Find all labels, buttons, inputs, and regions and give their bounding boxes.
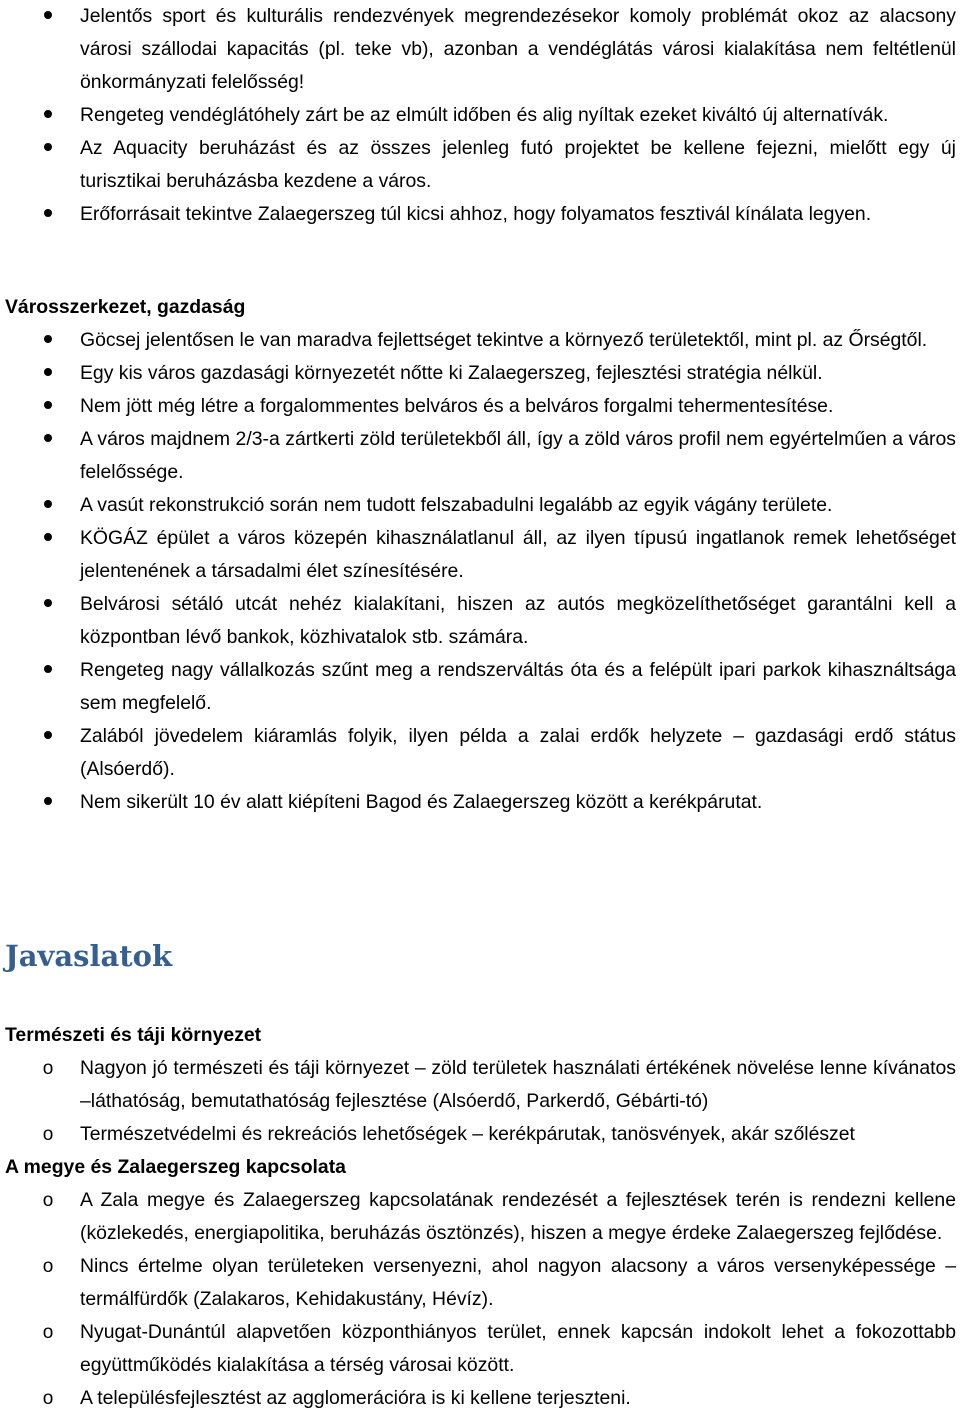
list-item — [0, 390, 960, 423]
list-item — [0, 786, 960, 819]
list-item — [0, 0, 960, 99]
bullet-disc-icon — [36, 588, 60, 621]
bullet-disc-icon — [36, 786, 60, 819]
bullet-disc-icon — [36, 654, 60, 687]
list-item-text: Nem jött még létre a forgalommentes belváros és a belváros forgalmi tehermentesítése. — [80, 395, 834, 417]
bullet-disc-icon — [36, 132, 60, 165]
list-item — [0, 324, 960, 357]
list-item — [0, 1250, 960, 1316]
list-item — [0, 423, 960, 489]
list-item-text: Erőforrásait tekintve Zalaegerszeg túl kicsi ahhoz, hogy folyamatos fesztivál kínálata legyen. — [80, 203, 872, 225]
list-item-text: A Zala megye és Zalaegerszeg kapcsolatának rendezését a fejlesztések terén is rendezni kellene (közlekedés, energiapolitika, beruházás ösztönzés), hiszen a megye érdeke Zalaegerszeg fejlődése. — [80, 1189, 956, 1244]
bullet-circle-icon: o — [42, 1124, 54, 1145]
list-item-text: Jelentős sport és kulturális rendezvények megrendezésekor komoly problémát okoz az alacsony városi szállodai kapacitás (pl. teke vb), azonban a vendéglátás városi kialakítása nem feltétlenül önkormányzati felelősség! — [80, 5, 956, 93]
list-item-text: Nagyon jó természeti és táji környezet – zöld területek használati értékének növelése lenne kívánatos –láthatóság, bemutathatóság fejlesztése (Alsóerdő, Parkerdő, Gébárti-tó) — [80, 1057, 956, 1112]
county-subheading: A megye és Zalaegerszeg kapcsolata — [5, 1156, 346, 1178]
bullet-disc-icon — [36, 324, 60, 357]
list-item — [0, 1052, 960, 1118]
list-item-text: A településfejlesztést az agglomerációra is ki kellene terjeszteni. — [80, 1387, 631, 1409]
list-item — [0, 198, 960, 231]
bullet-disc-icon — [36, 198, 60, 231]
county-list — [0, 1184, 960, 1415]
bullet-disc-icon — [36, 423, 60, 456]
bullet-disc-icon — [36, 0, 60, 33]
bullet-circle-icon: o — [42, 1322, 54, 1343]
bullet-circle-icon: o — [42, 1190, 54, 1211]
list-item-text: Természetvédelmi és rekreációs lehetőségek – kerékpárutak, tanösvények, akár szőlészet — [80, 1123, 855, 1145]
list-item — [0, 522, 960, 588]
list-item-text: A vasút rekonstrukció során nem tudott felszabadulni legalább az egyik vágány területe. — [80, 494, 833, 516]
list-item — [0, 1118, 960, 1151]
bullet-disc-icon — [36, 99, 60, 132]
list-item-text: Rengeteg nagy vállalkozás szűnt meg a rendszerváltás óta és a felépült ipari parkok kihasználtsága sem megfelelő. — [80, 659, 956, 714]
list-item-text: Nincs értelme olyan területeken versenyezni, ahol nagyon alacsony a város versenyképessége – termálfürdők (Zalakaros, Kehidakustány, Hévíz). — [80, 1255, 956, 1310]
bullet-circle-icon: o — [42, 1256, 54, 1277]
list-item-text: Egy kis város gazdasági környezetét nőtte ki Zalaegerszeg, fejlesztési stratégia nélkül. — [80, 362, 823, 384]
nature-list — [0, 1052, 960, 1151]
list-item — [0, 1184, 960, 1250]
list-item — [0, 654, 960, 720]
list-item-text: Nem sikerült 10 év alatt kiépíteni Bagod és Zalaegerszeg között a kerékpárutat. — [80, 791, 763, 813]
proposals-section — [0, 936, 960, 1415]
bullet-disc-icon — [36, 489, 60, 522]
list-item-text: Göcsej jelentősen le van maradva fejlettséget tekintve a környező területektől, mint pl. az Őrségtől. — [80, 329, 928, 351]
bullet-disc-icon — [36, 522, 60, 555]
section-title: Városszerkezet, gazdaság — [5, 296, 246, 318]
list-item-text: Rengeteg vendéglátóhely zárt be az elmúlt időben és alig nyíltak ezeket kiváltó új alternatívák. — [80, 104, 889, 126]
list-item — [0, 489, 960, 522]
list-item-text: Belvárosi sétáló utcát nehéz kialakítani, hiszen az autós megközelíthetőséget garantálni kell a központban lévő bankok, közhivatalok stb. számára. — [80, 593, 956, 648]
list-item-text: Zalából jövedelem kiáramlás folyik, ilyen példa a zalai erdők helyzete – gazdasági erdő státus (Alsóerdő). — [80, 725, 956, 780]
list-item-text: KÖGÁZ épület a város közepén kihasználatlanul áll, az ilyen típusú ingatlanok remek lehetőséget jelentenének a társadalmi élet színesítésére. — [80, 527, 956, 582]
bullet-circle-icon: o — [42, 1058, 54, 1079]
proposals-heading: Javaslatok — [5, 939, 173, 973]
list-item-text: Nyugat-Dunántúl alapvetően központhiányos terület, ennek kapcsán indokolt lehet a fokozottabb együttműködés kialakítása a térség városai között. — [80, 1321, 956, 1376]
tourism-issues-section — [0, 0, 960, 231]
nature-subheading: Természeti és táji környezet — [5, 1024, 262, 1046]
list-item — [0, 1316, 960, 1382]
list-item — [0, 720, 960, 786]
list-item — [0, 357, 960, 390]
bullet-circle-icon: o — [42, 1388, 54, 1409]
list-item — [0, 588, 960, 654]
list-item-text: Az Aquacity beruházást és az összes jelenleg futó projektet be kellene fejezni, mielőtt egy új turisztikai beruházásba kezdene a város. — [80, 137, 956, 192]
bullet-disc-icon — [36, 357, 60, 390]
city-structure-section — [0, 291, 960, 819]
list-item-text: A város majdnem 2/3-a zártkerti zöld területekből áll, így a zöld város profil nem egyértelműen a város felelőssége. — [80, 428, 956, 483]
bullet-disc-icon — [36, 720, 60, 753]
list-item — [0, 132, 960, 198]
city-structure-list — [0, 324, 960, 819]
list-item — [0, 99, 960, 132]
bullet-disc-icon — [36, 390, 60, 423]
tourism-issues-list — [0, 0, 960, 231]
list-item — [0, 1382, 960, 1415]
